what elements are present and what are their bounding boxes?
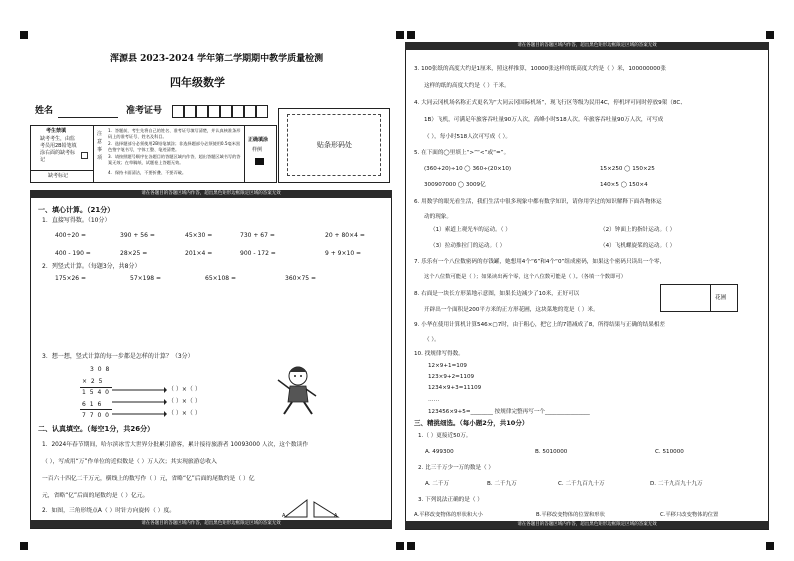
answer-blank[interactable]: （ ）×（ ）: [168, 410, 201, 417]
question-text: 1．2024年春节期间，哈尔滨冰雪大世界分批累引游客，累计接待旅游者 10093000 人次，这个数读作: [42, 442, 309, 448]
pattern-line: 12×9+1=109: [428, 363, 467, 369]
option-b[interactable]: B. 二千九万: [487, 481, 517, 487]
question-text: 动的现象。: [424, 214, 452, 220]
pattern-line: 1234×9+3=11109: [428, 385, 482, 391]
exam-title: 浑源县 2023-2024 学年第二学期期中教学质量检测: [110, 54, 324, 64]
calc-item: 900 - 172 =: [240, 250, 276, 257]
point-label: A: [334, 513, 338, 519]
question-text: 4. 大同云冈机场名称正式更名为“大同云冈国际机场”，现飞行区等级为民用4C，停机坪可同时停放9架（8C、: [414, 100, 686, 106]
calc-item: 9 + 9×10 =: [325, 250, 362, 257]
exam-id-digit-box[interactable]: [256, 105, 268, 118]
question-text: 5. 在下面的◯里填上“>”“<”或“=”。: [414, 150, 510, 156]
question-text: （ ），写成用“万”作单位的近似数是（ ）万人次；其实现旅游总收入: [42, 459, 217, 465]
registration-mark: [396, 542, 404, 550]
motion-item: （1）索道上观光车的运动。（ ）: [430, 227, 511, 233]
question-title: 3．想一想，竖式计算的每一步都是怎样的计算？（3分）: [42, 353, 194, 360]
missing-mark-label: 缺考标记: [48, 173, 69, 179]
point-label: A: [282, 513, 286, 519]
vertical-calc-item: 360×75 =: [285, 275, 317, 282]
option-a[interactable]: A. 499300: [425, 449, 454, 455]
exam-id-digit-box[interactable]: [232, 105, 244, 118]
option-a[interactable]: A. 二千万: [425, 481, 450, 487]
notice-divider: [244, 125, 245, 183]
notice-divider: [93, 125, 94, 183]
question-text: 6. 用数学的眼光看生活，我们生活中很多现象中都有数学知识，请你用学过的知识解释下面各物体运: [414, 199, 662, 205]
subject-title: 四年级数学: [170, 76, 225, 89]
question-title: 2．列竖式计算。（每题3分，共8分）: [42, 263, 141, 270]
cartoon-student-illustration: [270, 362, 320, 417]
name-label: 姓名: [35, 106, 54, 116]
registration-mark: [20, 542, 28, 550]
exam-id-label: 准考证号: [126, 106, 163, 116]
compare-item[interactable]: (360+20)÷10 ◯ 360÷(20×10): [424, 166, 512, 172]
calc-item: 45×30 =: [185, 232, 213, 239]
registration-mark: [20, 31, 28, 39]
garden-divider: [710, 284, 711, 312]
answer-blank[interactable]: （ ）×（ ）: [168, 398, 201, 405]
pattern-line: ……: [428, 397, 440, 403]
vertical-line: [80, 409, 112, 410]
registration-mark: [766, 31, 774, 39]
compare-item[interactable]: 15×250 ◯ 150×25: [600, 166, 655, 172]
exam-id-digit-box[interactable]: [244, 105, 256, 118]
option-c[interactable]: C. 二千九百九十万: [558, 481, 605, 487]
notice-line: 缺考考生，由监: [40, 136, 76, 142]
pattern-line: 123×9+2=1109: [428, 374, 475, 380]
notice-title: 考生禁填: [46, 128, 67, 134]
answer-blank[interactable]: （ ）×（ ）: [168, 386, 201, 393]
motion-item: （2）钟面上的指针运动。（ ）: [600, 227, 676, 233]
calc-item: 28×25 =: [120, 250, 148, 257]
question-text: （ ），每小时518人次可写成（ ）。: [424, 134, 511, 140]
section-title: 一、填心计算。（21分）: [38, 206, 115, 214]
question-text: 8. 右面是一块长方形菜地示意图，如果长边减少了10米，正好可以: [414, 291, 580, 297]
answer-zone-banner: 请在各题目的答题区域内作答，超出黑色矩形边框限定区域的答案无效: [405, 521, 769, 529]
calc-item: 730 + 67 =: [240, 232, 275, 239]
option-c[interactable]: C. 510000: [655, 449, 684, 455]
compare-item[interactable]: 140×5 ◯ 150×4: [600, 182, 648, 188]
answer-zone-banner: 请在各题目的答题区域内作答，超出黑色矩形边框限定区域的答案无效: [405, 42, 769, 50]
registration-mark: [407, 542, 415, 550]
calc-item: 400 - 190 =: [55, 250, 91, 257]
question-text: 3. 下列说法正确的是（ ）: [418, 497, 483, 503]
question-text: 10. 找规律写得数。: [414, 351, 464, 357]
vertical-row: × 2 5: [82, 378, 104, 385]
question-text: 2. 比三千万少一万的数是（ ）: [418, 465, 495, 471]
arrow-diagram: [112, 383, 167, 418]
caution-item: 1．答题前，考生先将自己的姓名、准考证号填写清楚，并认真核准条形码上的准考证号、姓名及科目。: [108, 128, 241, 139]
registration-mark: [766, 542, 774, 550]
exam-id-digit-box[interactable]: [220, 105, 232, 118]
registration-mark: [407, 31, 415, 39]
question-text: 这样的纸的高度大约是（ ）千米。: [424, 83, 510, 89]
question-text: 2．如图，三角形绕点A（ ）时针方向旋转（ ）度。: [42, 508, 176, 514]
option-c[interactable]: C.平移只改变物体的位置: [660, 512, 719, 518]
example-title: 正确填涂: [248, 137, 269, 143]
caution-item: 2．选择题部分必须使用2B铅笔填涂；非选择题部分必须使用0.5毫米黑色签字笔书写，字体工整、笔迹清楚。: [108, 141, 241, 152]
calc-item: 400÷20 =: [55, 232, 87, 239]
calc-item: 201×4 =: [185, 250, 213, 257]
exam-id-digit-box[interactable]: [184, 105, 196, 118]
exam-id-digit-box[interactable]: [172, 105, 184, 118]
question-title: 1．直接写得数。（10分）: [42, 217, 111, 224]
exam-id-digit-box[interactable]: [196, 105, 208, 118]
question-text: 这个八位数可能是（ ）；如果读出两个零，这个八位数可能是（ ）。（各填一个数即可）: [424, 274, 626, 280]
vertical-row: 7 7 0 0: [82, 412, 110, 419]
motion-item: （4）飞机螺旋桨的运动。（ ）: [600, 243, 676, 249]
registration-mark: [396, 31, 404, 39]
question-text: 元，省略“亿”后面的尾数约是（ ）亿元。: [42, 493, 149, 499]
motion-item: （3）拉动推拉门的运动。（ ）: [430, 243, 506, 249]
question-text: 开辟出一个面积是200平方米的正方形花圃，这块菜地的宽是（ ）米。: [424, 307, 599, 313]
triangle-rotation-figure: [282, 496, 342, 520]
option-d[interactable]: D. 二千九百九十九万: [650, 481, 703, 487]
vertical-row: 3 0 8: [90, 366, 111, 373]
missing-checkbox[interactable]: [81, 152, 88, 159]
question-text: 一百六十四亿二千万元，横线上的数写作（ ）元，省略“亿”后面的尾数约是（ ）亿: [42, 476, 255, 482]
notice-divider: [30, 170, 93, 171]
caution-item: 4．保持卡面清洁，不要折叠、不要弄破。: [108, 170, 187, 175]
caution-label: 注意事项: [97, 131, 103, 161]
vertical-line: [80, 387, 112, 388]
question-text: 1B）飞机，可满足年旅客吞吐量90万人次，高峰小时518人次。年旅客吞吐量90万人次，可写成: [424, 117, 664, 123]
answer-zone-banner: 请在各题目的答题区域内作答，超出黑色矩形边框限定区域的答案无效: [30, 520, 392, 528]
vertical-row: 1 5 4 0: [82, 389, 110, 396]
exam-id-digit-box[interactable]: [208, 105, 220, 118]
name-field[interactable]: [58, 117, 118, 118]
caution-item: 3．请按照题号顺序在各题目的答题区域内作答，超出答题区域书写的答案无效；在草稿纸、试题卷上答题无效。: [108, 154, 241, 165]
section-title: 三、精挑细选。（每小题2分，共10分）: [414, 419, 529, 427]
section-title: 二、认真填空。（每空1分，共26分）: [38, 425, 155, 433]
question-text: 1.（ ）更接近50万。: [418, 433, 472, 439]
example-filled-mark: [255, 158, 264, 165]
barcode-label: 贴条形码处: [317, 141, 352, 149]
option-a[interactable]: A.平移改变物体的形状和大小: [414, 512, 483, 518]
example-label: 样例: [252, 147, 263, 153]
option-b[interactable]: B. 5010000: [535, 449, 568, 455]
calc-item: 390 + 56 =: [120, 232, 155, 239]
vertical-row: 6 1 6: [82, 401, 103, 408]
notice-line: 考员用2B铅笔填: [40, 143, 77, 149]
notice-line: 涂右面的缺考标: [40, 150, 76, 156]
compare-item[interactable]: 300907000 ◯ 3009亿: [424, 182, 486, 188]
pattern-line: 123456×9+5=________ 按规律完整再写一个________________: [428, 409, 590, 415]
answer-zone-banner: 请在各题目的答题区域内作答，超出黑色矩形边框限定区域的答案无效: [30, 190, 392, 198]
question-text: 7. 乐乐有一个八位数密码的存钱罐，她想用4个“6”和4个“0”组成密码，如果这个密码只读出一个零，: [414, 259, 666, 265]
vertical-calc-item: 175×26 =: [55, 275, 87, 282]
question-text: （ ）。: [424, 337, 440, 343]
option-b[interactable]: B.平移改变物体的位置和形状: [536, 512, 605, 518]
vegetable-field-diagram: [660, 284, 738, 312]
calc-item: 20 + 80×4 =: [325, 232, 365, 239]
garden-label: 花圃: [715, 295, 727, 301]
vertical-calc-item: 65×108 =: [205, 275, 237, 282]
notice-line: 记: [40, 157, 46, 163]
question-text: 9. 小华在使用计算机计算546×▢7时，由于粗心，把它上的7错减成了8，所得结果与正确的结果相差: [414, 322, 666, 328]
vertical-calc-item: 57×198 =: [130, 275, 162, 282]
question-text: 3. 100张纸的高度大约是1厘米，照这样推算，10000张这样的纸高度大约是（ ）米，100000000张: [414, 66, 666, 72]
